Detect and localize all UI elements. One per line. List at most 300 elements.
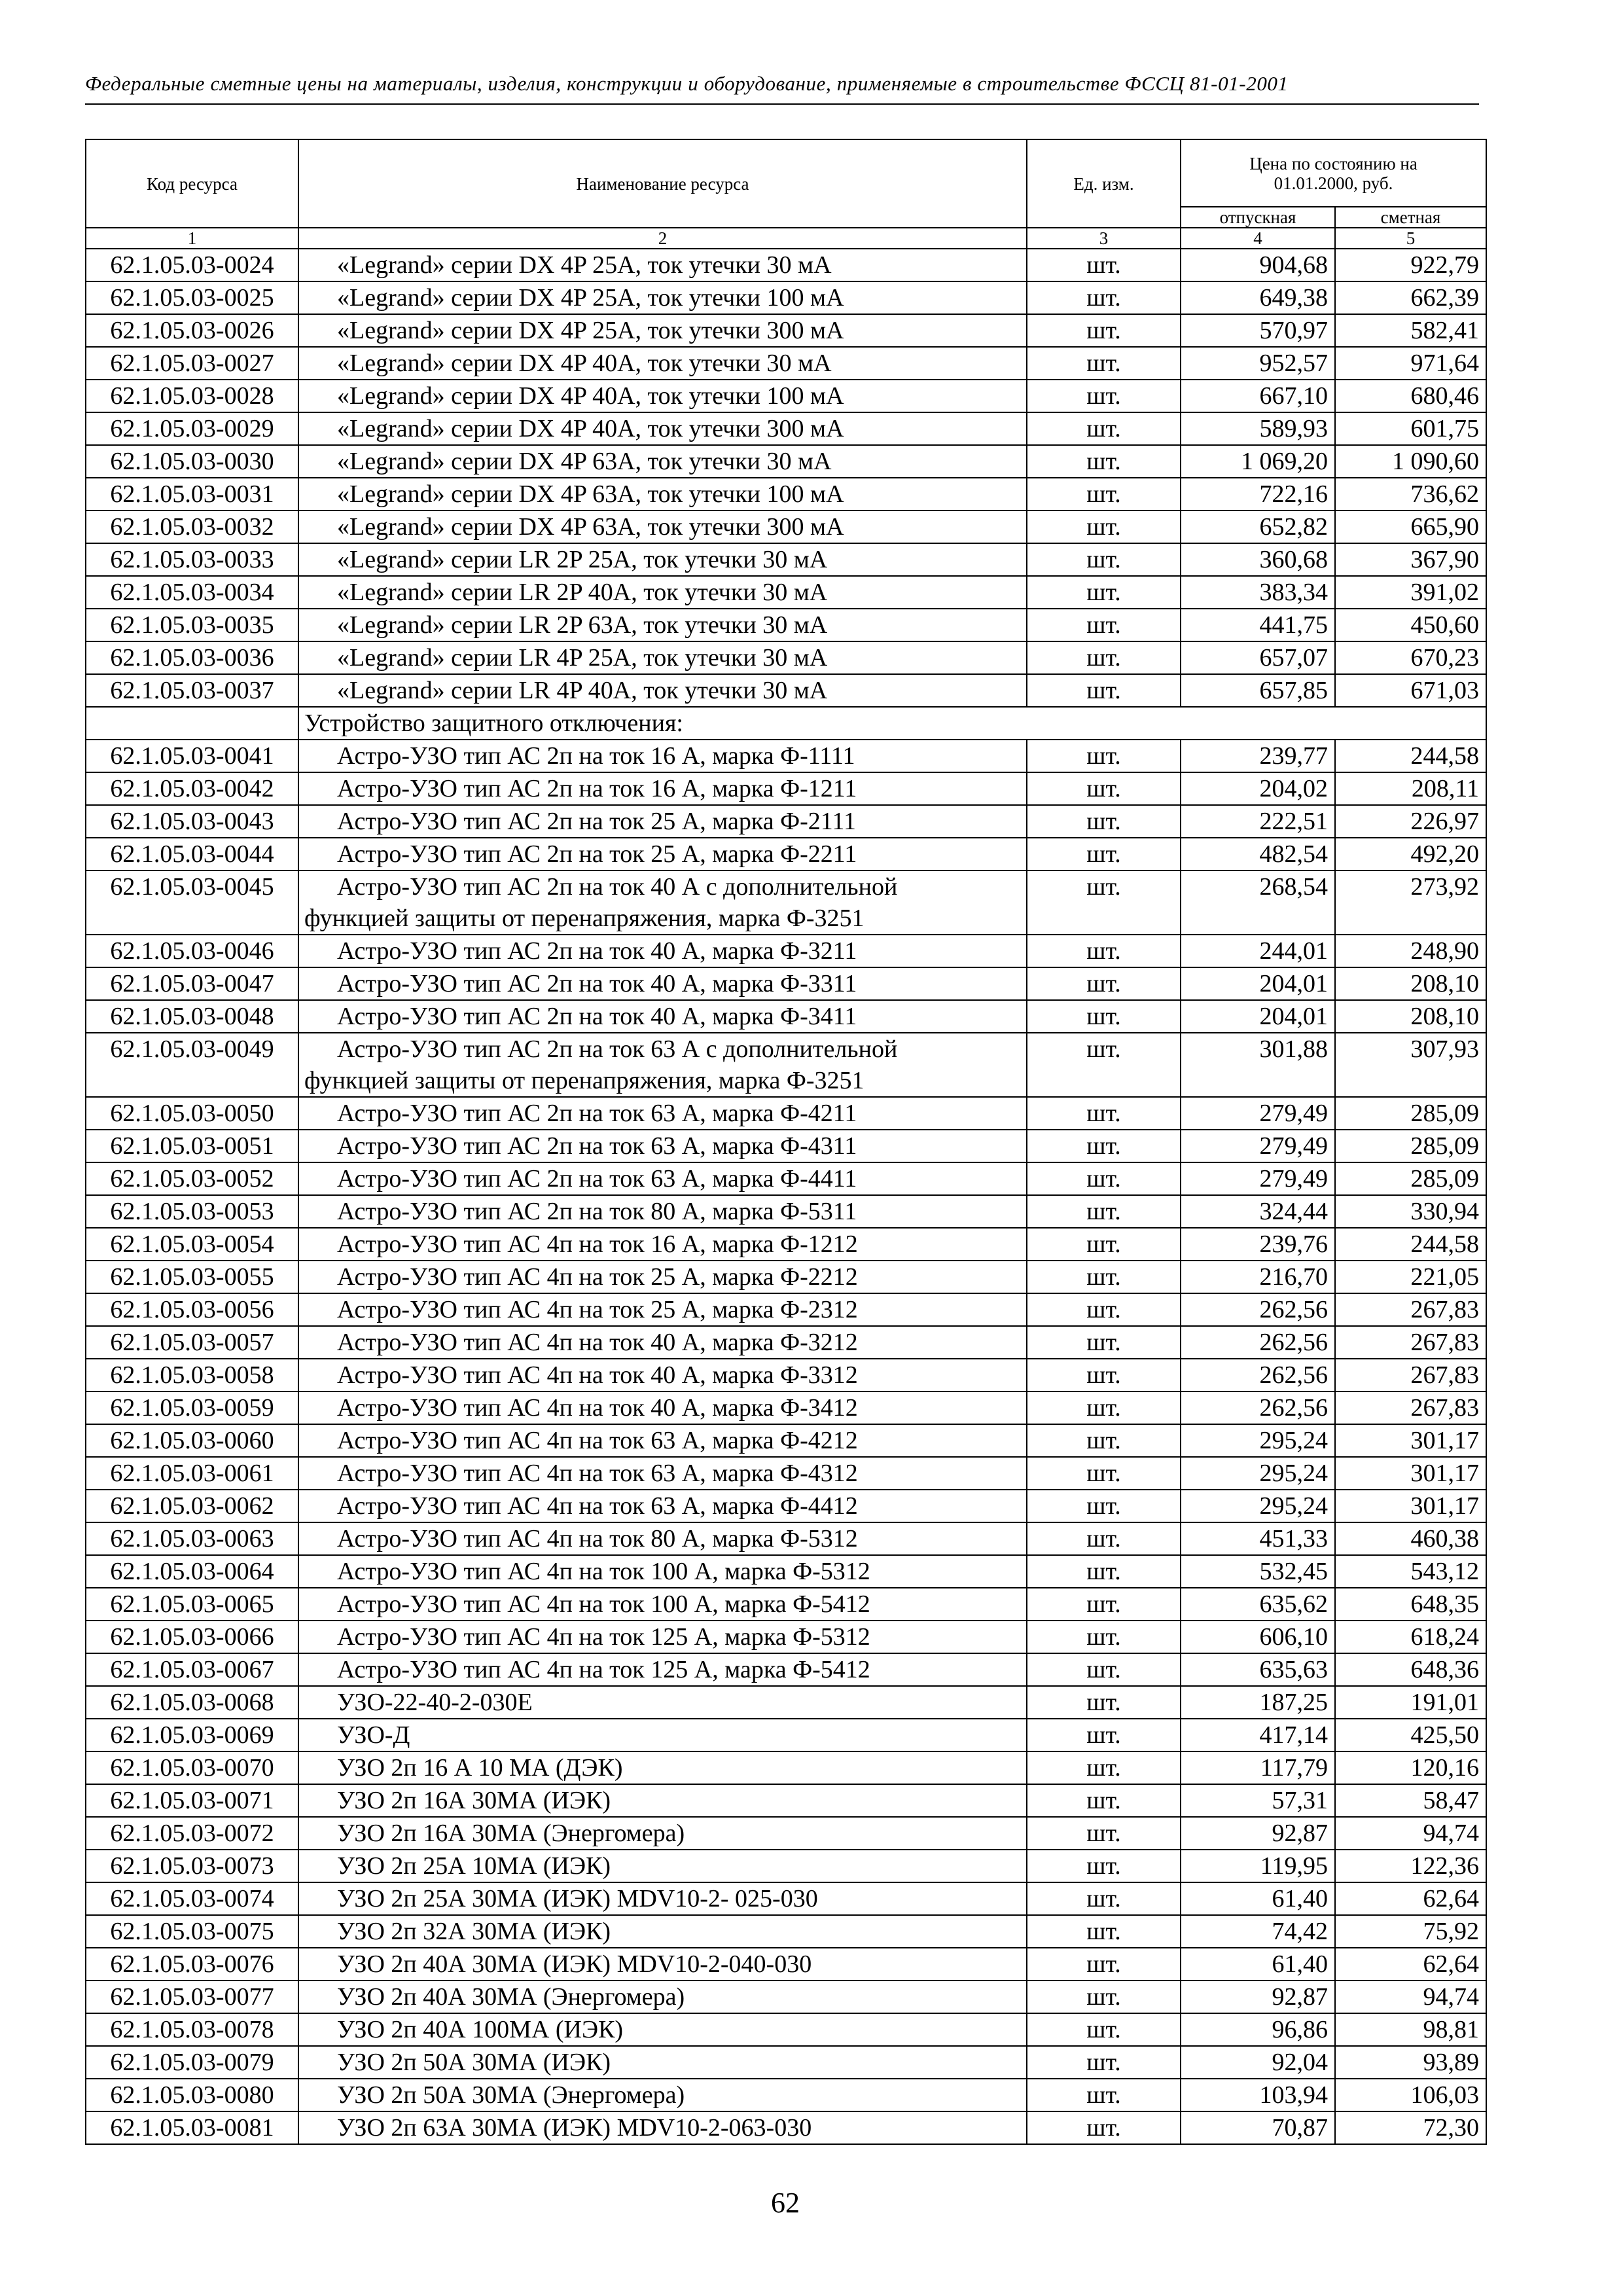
- estimate-price: 285,09: [1335, 1097, 1486, 1130]
- resource-name: Астро-УЗО тип АС 4п на ток 40 А, марка Ф-3412: [298, 1391, 1027, 1424]
- estimate-price: 248,90: [1335, 935, 1486, 967]
- table-row: [86, 1293, 1486, 1326]
- table-row: [86, 1130, 1486, 1162]
- release-price: 722,16: [1181, 478, 1335, 511]
- resource-name: Астро-УЗО тип АС 2п на ток 80 А, марка Ф-5311: [298, 1195, 1027, 1228]
- resource-code: 62.1.05.03-0047: [86, 967, 298, 1000]
- unit-of-measure: шт.: [1027, 772, 1181, 805]
- resource-name: «Legrand» серии DX 4P 25A, ток утечки 100 мА: [298, 281, 1027, 314]
- estimate-price: 244,58: [1335, 1228, 1486, 1261]
- estimate-price: 221,05: [1335, 1261, 1486, 1293]
- estimate-price: 1 090,60: [1335, 445, 1486, 478]
- table-row: [86, 281, 1486, 314]
- resource-code: 62.1.05.03-0074: [86, 1882, 298, 1915]
- release-price: 295,24: [1181, 1457, 1335, 1490]
- unit-of-measure: шт.: [1027, 1261, 1181, 1293]
- resource-code: 62.1.05.03-0068: [86, 1686, 298, 1719]
- unit-of-measure: шт.: [1027, 740, 1181, 772]
- estimate-price: 98,81: [1335, 2013, 1486, 2046]
- estimate-price: 301,17: [1335, 1490, 1486, 1522]
- page-header-title: Федеральные сметные цены на материалы, изделия, конструкции и оборудование, применяемые в строительстве ФССЦ 81-01-2001: [85, 72, 1289, 95]
- table-row: [86, 772, 1486, 805]
- release-price: 635,63: [1181, 1653, 1335, 1686]
- resource-code: 62.1.05.03-0076: [86, 1948, 298, 1981]
- unit-of-measure: шт.: [1027, 1981, 1181, 2013]
- resource-code: 62.1.05.03-0037: [86, 674, 298, 707]
- resource-code: 62.1.05.03-0053: [86, 1195, 298, 1228]
- resource-code: 62.1.05.03-0025: [86, 281, 298, 314]
- table-row: [86, 674, 1486, 707]
- estimate-price: 62,64: [1335, 1948, 1486, 1981]
- unit-of-measure: шт.: [1027, 511, 1181, 543]
- col-number: 3: [1027, 228, 1181, 249]
- price-table: [85, 139, 1487, 2145]
- estimate-price: 72,30: [1335, 2111, 1486, 2144]
- unit-of-measure: шт.: [1027, 967, 1181, 1000]
- release-price: 216,70: [1181, 1261, 1335, 1293]
- unit-of-measure: шт.: [1027, 1621, 1181, 1653]
- resource-name-continuation: функцией защиты от перенапряжения, марка Ф-3251: [304, 905, 865, 932]
- table-row: [86, 2111, 1486, 2144]
- release-price: 187,25: [1181, 1686, 1335, 1719]
- resource-code: 62.1.05.03-0056: [86, 1293, 298, 1326]
- table-row: [86, 1391, 1486, 1424]
- resource-code: 62.1.05.03-0072: [86, 1817, 298, 1850]
- resource-code: 62.1.05.03-0033: [86, 543, 298, 576]
- resource-code: 62.1.05.03-0073: [86, 1850, 298, 1882]
- resource-name-continuation: функцией защиты от перенапряжения, марка Ф-3251: [304, 1067, 865, 1094]
- estimate-price: 122,36: [1335, 1850, 1486, 1882]
- release-price: 904,68: [1181, 249, 1335, 281]
- resource-name-line: Астро-УЗО тип АС 2п на ток 40 А с дополнительной: [337, 873, 898, 901]
- resource-code: 62.1.05.03-0032: [86, 511, 298, 543]
- resource-name: «Legrand» серии LR 2P 25A, ток утечки 30 мА: [298, 543, 1027, 576]
- resource-name: «Legrand» серии DX 4P 63A, ток утечки 300 мА: [298, 511, 1027, 543]
- release-price: 61,40: [1181, 1948, 1335, 1981]
- resource-code: 62.1.05.03-0080: [86, 2079, 298, 2111]
- resource-code: 62.1.05.03-0054: [86, 1228, 298, 1261]
- resource-name: Астро-УЗО тип АС 4п на ток 100 А, марка Ф-5412: [298, 1588, 1027, 1621]
- resource-code: 62.1.05.03-0050: [86, 1097, 298, 1130]
- resource-name: [298, 1033, 1027, 1097]
- estimate-price: 450,60: [1335, 609, 1486, 641]
- resource-name: Астро-УЗО тип АС 4п на ток 63 А, марка Ф-4312: [298, 1457, 1027, 1490]
- table-row: [86, 1195, 1486, 1228]
- release-price: 441,75: [1181, 609, 1335, 641]
- resource-code: 62.1.05.03-0027: [86, 347, 298, 380]
- unit-of-measure: шт.: [1027, 1000, 1181, 1033]
- estimate-price: 106,03: [1335, 2079, 1486, 2111]
- table-row: [86, 1326, 1486, 1359]
- estimate-price: 671,03: [1335, 674, 1486, 707]
- estimate-price: 601,75: [1335, 412, 1486, 445]
- estimate-price: 460,38: [1335, 1522, 1486, 1555]
- table-row: [86, 314, 1486, 347]
- estimate-price: 93,89: [1335, 2046, 1486, 2079]
- release-price: 657,07: [1181, 641, 1335, 674]
- estimate-price: 618,24: [1335, 1621, 1486, 1653]
- estimate-price: 285,09: [1335, 1130, 1486, 1162]
- table-row: [86, 1097, 1486, 1130]
- unit-of-measure: шт.: [1027, 1293, 1181, 1326]
- estimate-price: 330,94: [1335, 1195, 1486, 1228]
- resource-name: Астро-УЗО тип АС 2п на ток 16 А, марка Ф-1211: [298, 772, 1027, 805]
- col-header-code: Код ресурса: [86, 139, 298, 228]
- table-row: [86, 641, 1486, 674]
- resource-code: 62.1.05.03-0055: [86, 1261, 298, 1293]
- resource-name: Астро-УЗО тип АС 4п на ток 63 А, марка Ф-4212: [298, 1424, 1027, 1457]
- table-row: [86, 1948, 1486, 1981]
- unit-of-measure: шт.: [1027, 281, 1181, 314]
- resource-code: 62.1.05.03-0077: [86, 1981, 298, 2013]
- col-header-release-price: отпускная: [1181, 207, 1335, 228]
- table-row: [86, 1424, 1486, 1457]
- col-number: 4: [1181, 228, 1335, 249]
- estimate-price: 301,17: [1335, 1424, 1486, 1457]
- resource-name: УЗО 2п 16 А 10 МА (ДЭК): [298, 1751, 1027, 1784]
- release-price: 61,40: [1181, 1882, 1335, 1915]
- unit-of-measure: шт.: [1027, 412, 1181, 445]
- estimate-price: 391,02: [1335, 576, 1486, 609]
- resource-name: Астро-УЗО тип АС 4п на ток 100 А, марка Ф-5312: [298, 1555, 1027, 1588]
- unit-of-measure: шт.: [1027, 1522, 1181, 1555]
- resource-code: 62.1.05.03-0049: [86, 1033, 298, 1097]
- resource-code: 62.1.05.03-0060: [86, 1424, 298, 1457]
- unit-of-measure: шт.: [1027, 2046, 1181, 2079]
- table-row: [86, 412, 1486, 445]
- col-header-unit: Ед. изм.: [1027, 139, 1181, 228]
- release-price: 657,85: [1181, 674, 1335, 707]
- estimate-price: 273,92: [1335, 870, 1486, 935]
- release-price: 383,34: [1181, 576, 1335, 609]
- table-row: [86, 1719, 1486, 1751]
- unit-of-measure: шт.: [1027, 1784, 1181, 1817]
- release-price: 1 069,20: [1181, 445, 1335, 478]
- resource-code: 62.1.05.03-0043: [86, 805, 298, 838]
- release-price: 117,79: [1181, 1751, 1335, 1784]
- resource-code: 62.1.05.03-0066: [86, 1621, 298, 1653]
- table-row: [86, 347, 1486, 380]
- resource-name: Астро-УЗО тип АС 2п на ток 63 А, марка Ф-4211: [298, 1097, 1027, 1130]
- resource-name: Астро-УЗО тип АС 4п на ток 125 А, марка Ф-5412: [298, 1653, 1027, 1686]
- resource-code: 62.1.05.03-0024: [86, 249, 298, 281]
- unit-of-measure: шт.: [1027, 1457, 1181, 1490]
- resource-code: 62.1.05.03-0075: [86, 1915, 298, 1948]
- estimate-price: 208,10: [1335, 967, 1486, 1000]
- release-price: 301,88: [1181, 1033, 1335, 1097]
- release-price: 239,77: [1181, 740, 1335, 772]
- estimate-price: 922,79: [1335, 249, 1486, 281]
- unit-of-measure: шт.: [1027, 870, 1181, 935]
- unit-of-measure: шт.: [1027, 805, 1181, 838]
- table-row: [86, 609, 1486, 641]
- release-price: 222,51: [1181, 805, 1335, 838]
- resource-name: УЗО 2п 50А 30МА (Энергомера): [298, 2079, 1027, 2111]
- table-row: [86, 380, 1486, 412]
- resource-code: 62.1.05.03-0052: [86, 1162, 298, 1195]
- resource-code: 62.1.05.03-0048: [86, 1000, 298, 1033]
- col-header-name: Наименование ресурса: [298, 139, 1027, 228]
- estimate-price: 208,10: [1335, 1000, 1486, 1033]
- resource-code: 62.1.05.03-0034: [86, 576, 298, 609]
- estimate-price: 62,64: [1335, 1882, 1486, 1915]
- resource-code: 62.1.05.03-0070: [86, 1751, 298, 1784]
- estimate-price: 492,20: [1335, 838, 1486, 870]
- release-price: 324,44: [1181, 1195, 1335, 1228]
- resource-code: 62.1.05.03-0051: [86, 1130, 298, 1162]
- table-row: [86, 1162, 1486, 1195]
- unit-of-measure: шт.: [1027, 1490, 1181, 1522]
- table-row: [86, 2046, 1486, 2079]
- resource-name: УЗО 2п 40А 100МА (ИЭК): [298, 2013, 1027, 2046]
- estimate-price: 75,92: [1335, 1915, 1486, 1948]
- col-number: 1: [86, 228, 298, 249]
- resource-name: Астро-УЗО тип АС 2п на ток 40 А, марка Ф-3311: [298, 967, 1027, 1000]
- unit-of-measure: шт.: [1027, 1948, 1181, 1981]
- unit-of-measure: шт.: [1027, 1850, 1181, 1882]
- resource-code: 62.1.05.03-0031: [86, 478, 298, 511]
- release-price: 74,42: [1181, 1915, 1335, 1948]
- page-number: 62: [771, 2187, 800, 2219]
- resource-name: Астро-УЗО тип АС 2п на ток 63 А, марка Ф-4311: [298, 1130, 1027, 1162]
- release-price: 589,93: [1181, 412, 1335, 445]
- release-price: 92,87: [1181, 1817, 1335, 1850]
- estimate-price: 120,16: [1335, 1751, 1486, 1784]
- unit-of-measure: шт.: [1027, 2111, 1181, 2144]
- unit-of-measure: шт.: [1027, 347, 1181, 380]
- resource-code: 62.1.05.03-0067: [86, 1653, 298, 1686]
- table-row: [86, 511, 1486, 543]
- table-row: [86, 1555, 1486, 1588]
- unit-of-measure: шт.: [1027, 1817, 1181, 1850]
- resource-name-line: Астро-УЗО тип АС 2п на ток 63 А с дополнительной: [337, 1035, 898, 1063]
- estimate-price: 94,74: [1335, 1817, 1486, 1850]
- release-price: 268,54: [1181, 870, 1335, 935]
- unit-of-measure: шт.: [1027, 543, 1181, 576]
- resource-name: Астро-УЗО тип АС 2п на ток 25 А, марка Ф-2211: [298, 838, 1027, 870]
- resource-code: 62.1.05.03-0081: [86, 2111, 298, 2144]
- resource-code: 62.1.05.03-0062: [86, 1490, 298, 1522]
- resource-code: 62.1.05.03-0042: [86, 772, 298, 805]
- unit-of-measure: шт.: [1027, 1228, 1181, 1261]
- resource-name: «Legrand» серии DX 4P 40A, ток утечки 30 мА: [298, 347, 1027, 380]
- resource-name: «Legrand» серии DX 4P 40A, ток утечки 300 мА: [298, 412, 1027, 445]
- header-rule: [85, 103, 1479, 105]
- estimate-price: 670,23: [1335, 641, 1486, 674]
- unit-of-measure: шт.: [1027, 249, 1181, 281]
- resource-code: 62.1.05.03-0045: [86, 870, 298, 935]
- table-row: [86, 1784, 1486, 1817]
- release-price: 204,01: [1181, 1000, 1335, 1033]
- resource-name: УЗО 2п 40А 30МА (ИЭК) MDV10-2-040-030: [298, 1948, 1027, 1981]
- table-row: [86, 1261, 1486, 1293]
- resource-code: 62.1.05.03-0030: [86, 445, 298, 478]
- estimate-price: 226,97: [1335, 805, 1486, 838]
- unit-of-measure: шт.: [1027, 1719, 1181, 1751]
- resource-name: «Legrand» серии DX 4P 63A, ток утечки 30 мА: [298, 445, 1027, 478]
- table-row: [86, 1490, 1486, 1522]
- unit-of-measure: шт.: [1027, 2079, 1181, 2111]
- resource-name: «Legrand» серии DX 4P 40A, ток утечки 100 мА: [298, 380, 1027, 412]
- unit-of-measure: шт.: [1027, 1686, 1181, 1719]
- resource-name: Астро-УЗО тип АС 2п на ток 40 А, марка Ф-3211: [298, 935, 1027, 967]
- resource-code: 62.1.05.03-0058: [86, 1359, 298, 1391]
- table-row: [86, 1522, 1486, 1555]
- resource-name: «Legrand» серии DX 4P 25A, ток утечки 30 мА: [298, 249, 1027, 281]
- release-price: 570,97: [1181, 314, 1335, 347]
- table-row: [86, 1751, 1486, 1784]
- estimate-price: 307,93: [1335, 1033, 1486, 1097]
- table-row: [86, 1457, 1486, 1490]
- resource-code: 62.1.05.03-0078: [86, 2013, 298, 2046]
- release-price: 295,24: [1181, 1424, 1335, 1457]
- col-number: 2: [298, 228, 1027, 249]
- resource-name: Астро-УЗО тип АС 4п на ток 63 А, марка Ф-4412: [298, 1490, 1027, 1522]
- table-row: [86, 1653, 1486, 1686]
- unit-of-measure: шт.: [1027, 445, 1181, 478]
- resource-name: Астро-УЗО тип АС 4п на ток 125 А, марка Ф-5312: [298, 1621, 1027, 1653]
- estimate-price: 244,58: [1335, 740, 1486, 772]
- resource-name: Астро-УЗО тип АС 4п на ток 16 А, марка Ф-1212: [298, 1228, 1027, 1261]
- section-row: [86, 707, 1486, 740]
- estimate-price: 267,83: [1335, 1293, 1486, 1326]
- estimate-price: 971,64: [1335, 347, 1486, 380]
- unit-of-measure: шт.: [1027, 609, 1181, 641]
- estimate-price: 425,50: [1335, 1719, 1486, 1751]
- resource-name: Астро-УЗО тип АС 2п на ток 40 А, марка Ф-3411: [298, 1000, 1027, 1033]
- resource-name: «Legrand» серии DX 4P 25A, ток утечки 300 мА: [298, 314, 1027, 347]
- table-row: [86, 1915, 1486, 1948]
- section-title: Устройство защитного отключения:: [298, 707, 1486, 740]
- estimate-price: 208,11: [1335, 772, 1486, 805]
- estimate-price: 94,74: [1335, 1981, 1486, 2013]
- estimate-price: 285,09: [1335, 1162, 1486, 1195]
- resource-code: 62.1.05.03-0069: [86, 1719, 298, 1751]
- table-row: [86, 1981, 1486, 2013]
- estimate-price: 736,62: [1335, 478, 1486, 511]
- resource-code: 62.1.05.03-0064: [86, 1555, 298, 1588]
- col-header-price-group: Цена по состоянию на 01.01.2000, руб.: [1181, 139, 1486, 207]
- table-row: [86, 967, 1486, 1000]
- unit-of-measure: шт.: [1027, 1391, 1181, 1424]
- table-row: [86, 1588, 1486, 1621]
- col-number: 5: [1335, 228, 1486, 249]
- table-row: [86, 1033, 1486, 1097]
- table-body: [86, 249, 1486, 2144]
- unit-of-measure: шт.: [1027, 1033, 1181, 1097]
- release-price: 360,68: [1181, 543, 1335, 576]
- resource-code: 62.1.05.03-0059: [86, 1391, 298, 1424]
- resource-name: Астро-УЗО тип АС 4п на ток 80 А, марка Ф-5312: [298, 1522, 1027, 1555]
- unit-of-measure: шт.: [1027, 1326, 1181, 1359]
- release-price: 279,49: [1181, 1162, 1335, 1195]
- release-price: 649,38: [1181, 281, 1335, 314]
- table-row: [86, 1621, 1486, 1653]
- unit-of-measure: шт.: [1027, 935, 1181, 967]
- release-price: 482,54: [1181, 838, 1335, 870]
- resource-name: Астро-УЗО тип АС 4п на ток 40 А, марка Ф-3312: [298, 1359, 1027, 1391]
- table-row: [86, 870, 1486, 935]
- release-price: 70,87: [1181, 2111, 1335, 2144]
- resource-name: УЗО 2п 40А 30МА (Энергомера): [298, 1981, 1027, 2013]
- unit-of-measure: шт.: [1027, 641, 1181, 674]
- estimate-price: 648,35: [1335, 1588, 1486, 1621]
- release-price: 262,56: [1181, 1326, 1335, 1359]
- unit-of-measure: шт.: [1027, 314, 1181, 347]
- resource-code: 62.1.05.03-0044: [86, 838, 298, 870]
- resource-name: УЗО 2п 32А 30МА (ИЭК): [298, 1915, 1027, 1948]
- estimate-price: 301,17: [1335, 1457, 1486, 1490]
- resource-code: 62.1.05.03-0071: [86, 1784, 298, 1817]
- estimate-price: 58,47: [1335, 1784, 1486, 1817]
- resource-name: УЗО-Д: [298, 1719, 1027, 1751]
- estimate-price: 267,83: [1335, 1359, 1486, 1391]
- table-row: [86, 543, 1486, 576]
- table-row: [86, 1359, 1486, 1391]
- table-row: [86, 2013, 1486, 2046]
- release-price: 96,86: [1181, 2013, 1335, 2046]
- release-price: 279,49: [1181, 1130, 1335, 1162]
- release-price: 204,01: [1181, 967, 1335, 1000]
- unit-of-measure: шт.: [1027, 838, 1181, 870]
- resource-code: 62.1.05.03-0065: [86, 1588, 298, 1621]
- resource-name: УЗО 2п 50А 30МА (ИЭК): [298, 2046, 1027, 2079]
- unit-of-measure: шт.: [1027, 1653, 1181, 1686]
- unit-of-measure: шт.: [1027, 1751, 1181, 1784]
- release-price: 239,76: [1181, 1228, 1335, 1261]
- resource-code: 62.1.05.03-0029: [86, 412, 298, 445]
- section-empty-cell: [86, 707, 298, 740]
- estimate-price: 267,83: [1335, 1391, 1486, 1424]
- table-row: [86, 1817, 1486, 1850]
- unit-of-measure: шт.: [1027, 1555, 1181, 1588]
- unit-of-measure: шт.: [1027, 1588, 1181, 1621]
- release-price: 57,31: [1181, 1784, 1335, 1817]
- estimate-price: 662,39: [1335, 281, 1486, 314]
- resource-code: 62.1.05.03-0061: [86, 1457, 298, 1490]
- release-price: 417,14: [1181, 1719, 1335, 1751]
- resource-name: «Legrand» серии LR 4P 25A, ток утечки 30 мА: [298, 641, 1027, 674]
- unit-of-measure: шт.: [1027, 1882, 1181, 1915]
- estimate-price: 191,01: [1335, 1686, 1486, 1719]
- resource-name: УЗО 2п 16А 30МА (ИЭК): [298, 1784, 1027, 1817]
- unit-of-measure: шт.: [1027, 478, 1181, 511]
- table-header: [86, 139, 1486, 249]
- table-row: [86, 740, 1486, 772]
- estimate-price: 665,90: [1335, 511, 1486, 543]
- resource-name: Астро-УЗО тип АС 2п на ток 16 А, марка Ф-1111: [298, 740, 1027, 772]
- resource-name: Астро-УЗО тип АС 2п на ток 25 А, марка Ф-2111: [298, 805, 1027, 838]
- unit-of-measure: шт.: [1027, 1195, 1181, 1228]
- estimate-price: 267,83: [1335, 1326, 1486, 1359]
- resource-code: 62.1.05.03-0035: [86, 609, 298, 641]
- unit-of-measure: шт.: [1027, 1915, 1181, 1948]
- resource-code: 62.1.05.03-0057: [86, 1326, 298, 1359]
- unit-of-measure: шт.: [1027, 1097, 1181, 1130]
- resource-name: УЗО 2п 25А 10МА (ИЭК): [298, 1850, 1027, 1882]
- release-price: 451,33: [1181, 1522, 1335, 1555]
- table-row: [86, 1850, 1486, 1882]
- estimate-price: 367,90: [1335, 543, 1486, 576]
- resource-name: Астро-УЗО тип АС 4п на ток 40 А, марка Ф-3212: [298, 1326, 1027, 1359]
- resource-code: 62.1.05.03-0041: [86, 740, 298, 772]
- resource-code: 62.1.05.03-0036: [86, 641, 298, 674]
- resource-name: УЗО 2п 16А 30МА (Энергомера): [298, 1817, 1027, 1850]
- resource-name: Астро-УЗО тип АС 2п на ток 63 А, марка Ф-4411: [298, 1162, 1027, 1195]
- resource-name: Астро-УЗО тип АС 4п на ток 25 А, марка Ф-2212: [298, 1261, 1027, 1293]
- resource-code: 62.1.05.03-0079: [86, 2046, 298, 2079]
- release-price: 279,49: [1181, 1097, 1335, 1130]
